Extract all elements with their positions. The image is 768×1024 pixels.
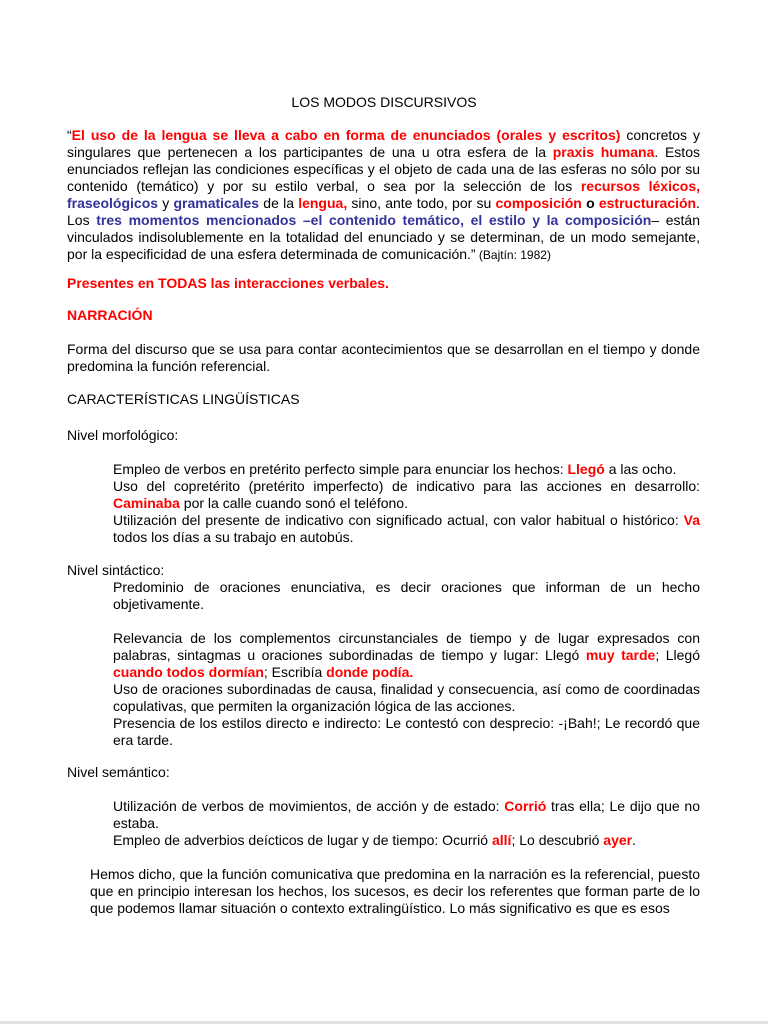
morfologico-heading: Nivel morfológico:	[67, 427, 179, 443]
quote-highlight: lengua,	[298, 195, 348, 211]
example-highlight: Corrió	[504, 798, 547, 814]
list-item: Predominio de oraciones enunciativa, es decir oraciones que informan de un hecho objetivamente.	[113, 579, 700, 612]
list-item: Uso del copretérito (pretérito imperfecto) de indicativo para las acciones en desarrollo: Caminaba por la calle cuando sonó el teléfono.	[113, 478, 700, 511]
list-item: Utilización de verbos de movimientos, de acción y de estado: Corrió tras ella; Le dijo que no estaba.	[113, 798, 701, 831]
quote-emphasis: gramaticales	[173, 195, 260, 211]
sintactico-heading: Nivel sintáctico:	[67, 562, 165, 578]
quote-emphasis: tres momentos mencionados –el contenido temático, el estilo y la composición	[96, 212, 652, 228]
example-highlight: muy tarde	[585, 647, 656, 663]
sintactico-list	[113, 579, 700, 749]
morfologico-list	[113, 461, 700, 546]
quote-open-mark: “	[67, 127, 72, 143]
narracion-definition: Forma del discurso que se usa para contar acontecimientos que se desarrollan en el tiempo y donde predomina la función referencial.	[67, 341, 700, 374]
list-item: Relevancia de los complementos circunstanciales de tiempo y de lugar expresados con palabras, sintagmas u oraciones subordinadas de tiempo y lugar: Llegó muy tarde; Llegó cuando todos dormían; Escribía donde podía.	[113, 630, 700, 680]
example-highlight: cuando todos dormían	[113, 664, 264, 680]
example-highlight: donde podía.	[326, 664, 414, 680]
example-highlight: Caminaba	[113, 495, 180, 511]
quote-text: . Estos enunciados reflejan las condiciones específicas y el objeto de cada una de las esferas no sólo por su contenido (temático) y por su estilo verbal, o sea por la selección de los	[67, 144, 700, 194]
list-item: Empleo de verbos en pretérito perfecto simple para enunciar los hechos: Llegó a las ocho.	[113, 461, 677, 477]
list-item: Presencia de los estilos directo e indirecto: Le contestó con desprecio: -¡Bah!; Le recordó que era tarde.	[113, 715, 700, 748]
quote-text: de la	[259, 195, 299, 211]
list-item: Empleo de adverbios deícticos de lugar y de tiempo: Ocurrió allí; Lo descubrió ayer.	[113, 832, 636, 848]
quote-highlight: estructuración	[598, 195, 697, 211]
caracteristicas-heading: CARACTERÍSTICAS LINGÜÍSTICAS	[67, 391, 300, 407]
quote-highlight: recursos léxicos,	[580, 178, 701, 194]
quote-highlight: El uso de la lengua se lleva a cabo en forma de enunciados (orales y escritos)	[71, 127, 621, 143]
semantico-list	[113, 798, 700, 849]
quote-citation: (Bajtín: 1982)	[475, 248, 551, 262]
quote-text: concretos y singulares que pertenecen a los participantes de una u otra esfera de la	[67, 127, 700, 160]
quote-text: – están vinculados indisolublemente en la totalidad del enunciado y se determinan, de un modo semejante, por la especificidad de una esfera determinada de comunicación.”	[67, 212, 700, 262]
quote-emphasis: fraseológicos	[67, 195, 159, 211]
list-item: Utilización del presente de indicativo con significado actual, con valor habitual o histórico: Va todos los días a su trabajo en autobús.	[113, 512, 700, 545]
quote-bold: o	[581, 195, 599, 211]
presentes-line: Presentes en TODAS las interacciones verbales.	[67, 275, 389, 291]
page-title: LOS MODOS DISCURSIVOS	[291, 94, 477, 110]
closing-paragraph: Hemos dicho, que la función comunicativa que predomina en la narración es la referencial, puesto que en principio interesan los hechos, los sucesos, es decir los referentes que forman parte de lo que podemos llamar situación o contexto extralingüístico. Lo más significativo es que es esos	[90, 866, 700, 916]
example-highlight: Llegó	[567, 461, 605, 477]
quote-text: sino, ante todo, por su	[347, 195, 496, 211]
quote-highlight: praxis humana	[552, 144, 655, 160]
semantico-heading: Nivel semántico:	[67, 764, 170, 780]
narracion-heading: NARRACIÓN	[67, 307, 153, 323]
quote-highlight: composición	[495, 195, 582, 211]
example-highlight: Va	[683, 512, 700, 528]
example-highlight: allí	[491, 832, 512, 848]
list-item: Uso de oraciones subordinadas de causa, finalidad y consecuencia, así como de coordinadas copulativas, que permiten la organización lógica de las acciones.	[113, 681, 700, 714]
bajtin-quote	[67, 127, 700, 264]
quote-text: . Los	[67, 195, 700, 228]
example-highlight: ayer	[603, 832, 633, 848]
quote-text: y	[158, 195, 174, 211]
